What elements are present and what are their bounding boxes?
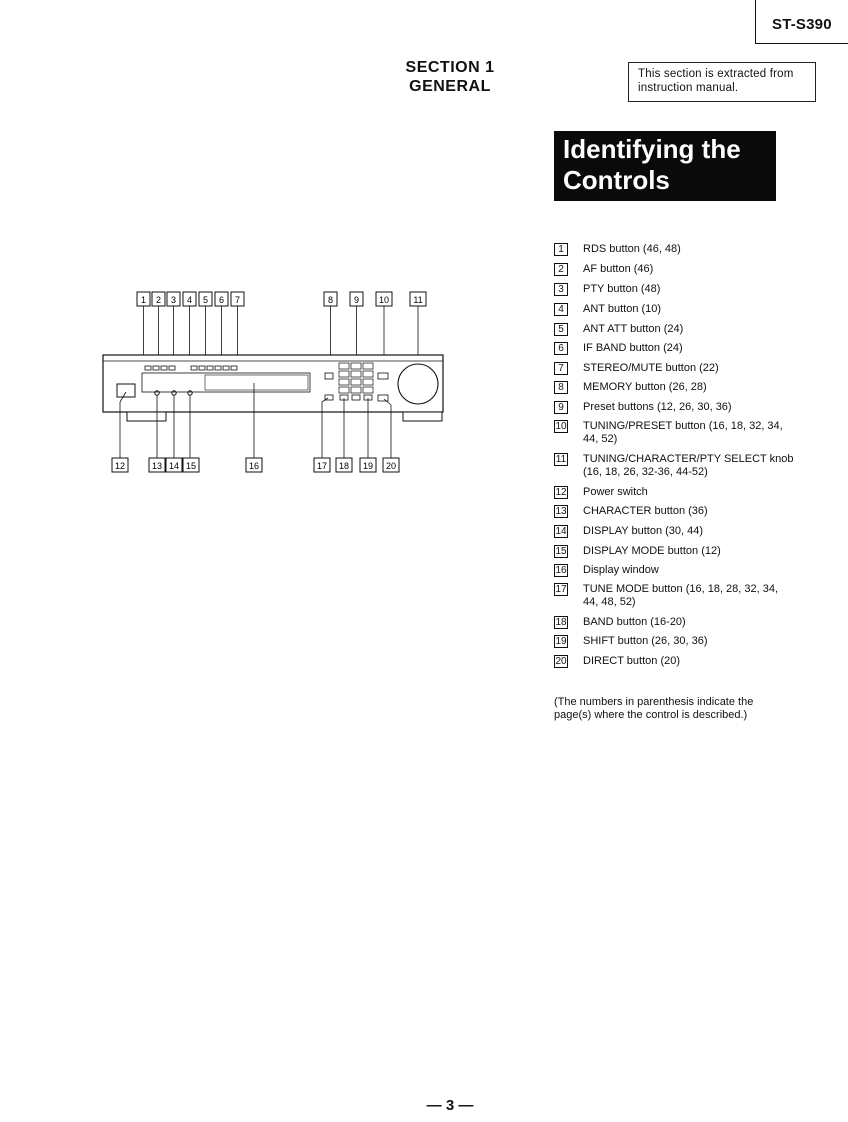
callout-7-label: 7 [234, 295, 241, 305]
callout-3 [167, 292, 180, 306]
list-item [554, 616, 794, 635]
bottom-callouts [112, 458, 399, 472]
callout-1 [137, 292, 150, 306]
list-item [554, 655, 794, 675]
callout-14 [166, 458, 182, 472]
item-number: 11 [555, 454, 567, 465]
item-number: 3 [554, 283, 568, 296]
section-number: SECTION 1 [405, 59, 495, 76]
list-item [554, 401, 794, 420]
callout-19 [360, 458, 376, 472]
list-item [554, 453, 794, 486]
list-item [554, 263, 794, 283]
callout-14-label: 14 [168, 461, 180, 471]
callout-7 [231, 292, 244, 306]
callout-15 [183, 458, 199, 472]
item-number: 8 [554, 381, 568, 394]
list-item [554, 486, 794, 505]
item-number: 20 [555, 656, 567, 667]
callout-18-label: 18 [338, 461, 350, 471]
item-label: Power switch [583, 486, 648, 498]
list-item [554, 381, 794, 401]
callout-9 [350, 292, 363, 306]
list-item [554, 545, 794, 564]
page-number: — 3 — [426, 1097, 474, 1114]
extract-note [628, 62, 816, 102]
item-number: 13 [555, 506, 567, 517]
callout-20-label: 20 [385, 461, 397, 471]
top-callouts [137, 292, 426, 306]
callout-18 [336, 458, 352, 472]
callout-5-label: 5 [202, 295, 209, 305]
item-label: ANT ATT button (24) [583, 323, 684, 335]
list-item [554, 283, 794, 303]
callout-2-label: 2 [155, 295, 162, 305]
callout-11-label: 11 [413, 295, 423, 305]
item-label: DISPLAY MODE button (12) [583, 545, 721, 557]
item-label: TUNE MODE button (16, 18, 28, 32, 34, 44, 48, 52) [583, 583, 779, 608]
list-item [554, 362, 794, 381]
item-number: 14 [555, 526, 567, 537]
item-number: 10 [555, 421, 567, 432]
list-item [554, 505, 794, 525]
front-panel-diagram [100, 280, 450, 485]
item-number: 4 [554, 303, 568, 316]
callout-1-label: 1 [140, 295, 147, 305]
list-item [554, 303, 794, 323]
callout-5 [199, 292, 212, 306]
item-label: ANT button (10) [583, 303, 662, 315]
list-item [554, 525, 794, 545]
callout-15-label: 15 [185, 461, 197, 471]
section-title [380, 58, 520, 96]
list-item [554, 342, 794, 362]
item-label: TUNING/PRESET button (16, 18, 32, 34, 44, 52) [583, 420, 783, 445]
page-heading-line1: Identifying the [563, 134, 741, 164]
item-number: 16 [555, 565, 567, 576]
list-item [554, 564, 794, 583]
item-label: Display window [583, 564, 659, 576]
footnote: (The numbers in parenthesis indicate the page(s) where the control is described.) [554, 696, 754, 721]
extract-note-line1: This section is extracted from [638, 68, 794, 80]
callout-4 [183, 292, 196, 306]
item-label: CHARACTER button (36) [583, 505, 708, 517]
callout-3-label: 3 [170, 295, 177, 305]
item-label: RDS button (46, 48) [583, 243, 681, 255]
item-number: 2 [554, 263, 568, 276]
list-item [554, 420, 794, 453]
page-heading [554, 131, 776, 201]
item-number: 19 [555, 636, 567, 647]
callout-4-label: 4 [186, 295, 193, 305]
callout-13 [149, 458, 165, 472]
item-label: MEMORY button (26, 28) [583, 381, 707, 393]
controls-list [554, 243, 794, 675]
item-number: 18 [555, 617, 567, 628]
item-label: IF BAND button (24) [583, 342, 683, 354]
item-number: 15 [555, 546, 567, 557]
callout-2 [152, 292, 165, 306]
item-number: 5 [554, 323, 568, 336]
callout-16 [246, 458, 262, 472]
callout-11 [410, 292, 426, 306]
callout-8 [324, 292, 337, 306]
callout-12-label: 12 [114, 461, 126, 471]
item-label: DIRECT button (20) [583, 655, 681, 667]
item-label: STEREO/MUTE button (22) [583, 362, 719, 374]
callout-9-label: 9 [353, 295, 360, 305]
callout-10 [376, 292, 392, 306]
list-item [554, 635, 794, 655]
item-number: 12 [555, 487, 567, 498]
item-label: BAND button (16-20) [583, 616, 686, 628]
callout-16-label: 16 [248, 461, 260, 471]
callout-17-label: 17 [316, 461, 328, 471]
list-item [554, 243, 794, 263]
callout-13-label: 13 [151, 461, 163, 471]
page-heading-line2: Controls [563, 165, 670, 195]
callout-20 [383, 458, 399, 472]
callout-12 [112, 458, 128, 472]
item-number: 17 [555, 584, 567, 595]
model-number: ST-S390 [772, 16, 832, 33]
item-number: 6 [554, 342, 568, 355]
device-body [103, 355, 443, 421]
callout-8-label: 8 [327, 295, 334, 305]
item-number: 9 [554, 401, 568, 414]
item-label: Preset buttons (12, 26, 30, 36) [583, 401, 732, 413]
list-item [554, 583, 794, 616]
callout-6 [215, 292, 228, 306]
item-number: 1 [554, 243, 568, 256]
item-label: PTY button (48) [583, 283, 661, 295]
list-item [554, 323, 794, 342]
item-number: 7 [554, 362, 568, 375]
item-label: AF button (46) [583, 263, 654, 275]
callout-6-label: 6 [218, 295, 225, 305]
item-label: SHIFT button (26, 30, 36) [583, 635, 708, 647]
callout-17 [314, 458, 330, 472]
callout-10-label: 10 [378, 295, 390, 305]
item-label: TUNING/CHARACTER/PTY SELECT knob (16, 18, 26, 32-36, 44-52) [583, 453, 794, 478]
item-label: DISPLAY button (30, 44) [583, 525, 704, 537]
extract-note-line2: instruction manual. [638, 82, 739, 94]
section-name: GENERAL [409, 78, 491, 95]
callout-19-label: 19 [362, 461, 374, 471]
